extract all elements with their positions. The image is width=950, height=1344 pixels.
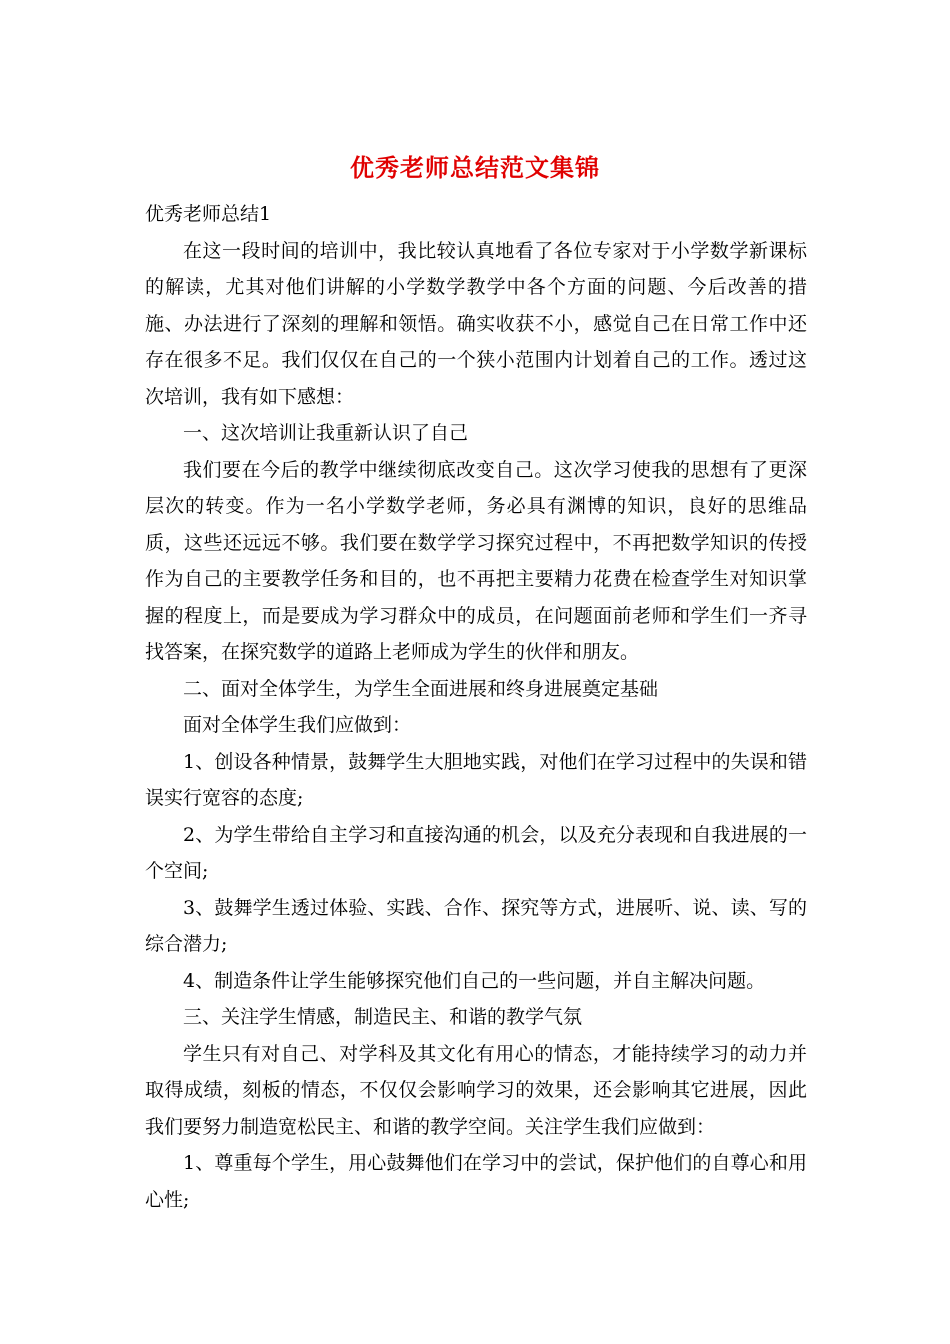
- section-heading: 优秀老师总结1: [145, 203, 272, 225]
- document-title: 优秀老师总结范文集锦: [350, 153, 600, 182]
- list-item: 3、鼓舞学生透过体验、实践、合作、探究等方式，进展听、说、读、写的综合潜力;: [145, 896, 807, 955]
- heading-three: 三、关注学生情感，制造民主、和谐的教学气氛: [183, 1006, 583, 1028]
- list-item: 2、为学生带给自主学习和直接沟通的机会，以及充分表现和自我进展的一个空间;: [145, 823, 807, 882]
- paragraph-two-lead: 面对全体学生我们应做到：: [183, 714, 412, 736]
- list-item: 1、尊重每个学生，用心鼓舞他们在学习中的尝试，保护他们的自尊心和用心性;: [145, 1152, 807, 1211]
- paragraph-three: 学生只有对自己、对学科及其文化有用心的情态，才能持续学习的动力并取得成绩，刻板的情态，不仅仅会影响学习的效果，还会影响其它进展，因此我们要努力制造宽松民主、和谐的教学空间。关注学生我们应做到：: [145, 1042, 807, 1138]
- paragraph-one: 我们要在今后的教学中继续彻底改变自己。这次学习使我的思想有了更深层次的转变。作为一名小学数学老师，务必具有渊博的知识，良好的思维品质，这些还远远不够。我们要在数学学习探究过程中，不再把数学知识的传授作为自己的主要教学任务和目的，也不再把主要精力花费在检查学生对知识掌握的程度上，而是要成为学习群众中的成员，在问题面前老师和学生们一齐寻找答案，在探究数学的道路上老师成为学生的伙伴和朋友。: [145, 458, 807, 663]
- list-item: 4、制造条件让学生能够探究他们自己的一些问题，并自主解决问题。: [183, 969, 766, 992]
- heading-one: 一、这次培训让我重新认识了自己: [183, 422, 469, 444]
- paragraph-intro: 在这一段时间的培训中，我比较认真地看了各位专家对于小学数学新课标的解读，尤其对他们讲解的小学数学教学中各个方面的问题、今后改善的措施、办法进行了深刻的理解和领悟。确实收获不小，感觉自己在日常工作中还存在很多不足。我们仅仅在自己的一个狭小范围内计划着自己的工作。透过这次培训，我有如下感想：: [145, 239, 807, 408]
- heading-two: 二、面对全体学生，为学生全面进展和终身进展奠定基础: [183, 677, 659, 700]
- document-body: [145, 196, 807, 1218]
- list-item: 1、创设各种情景，鼓舞学生大胆地实践，对他们在学习过程中的失误和错误实行宽容的态度;: [145, 750, 807, 809]
